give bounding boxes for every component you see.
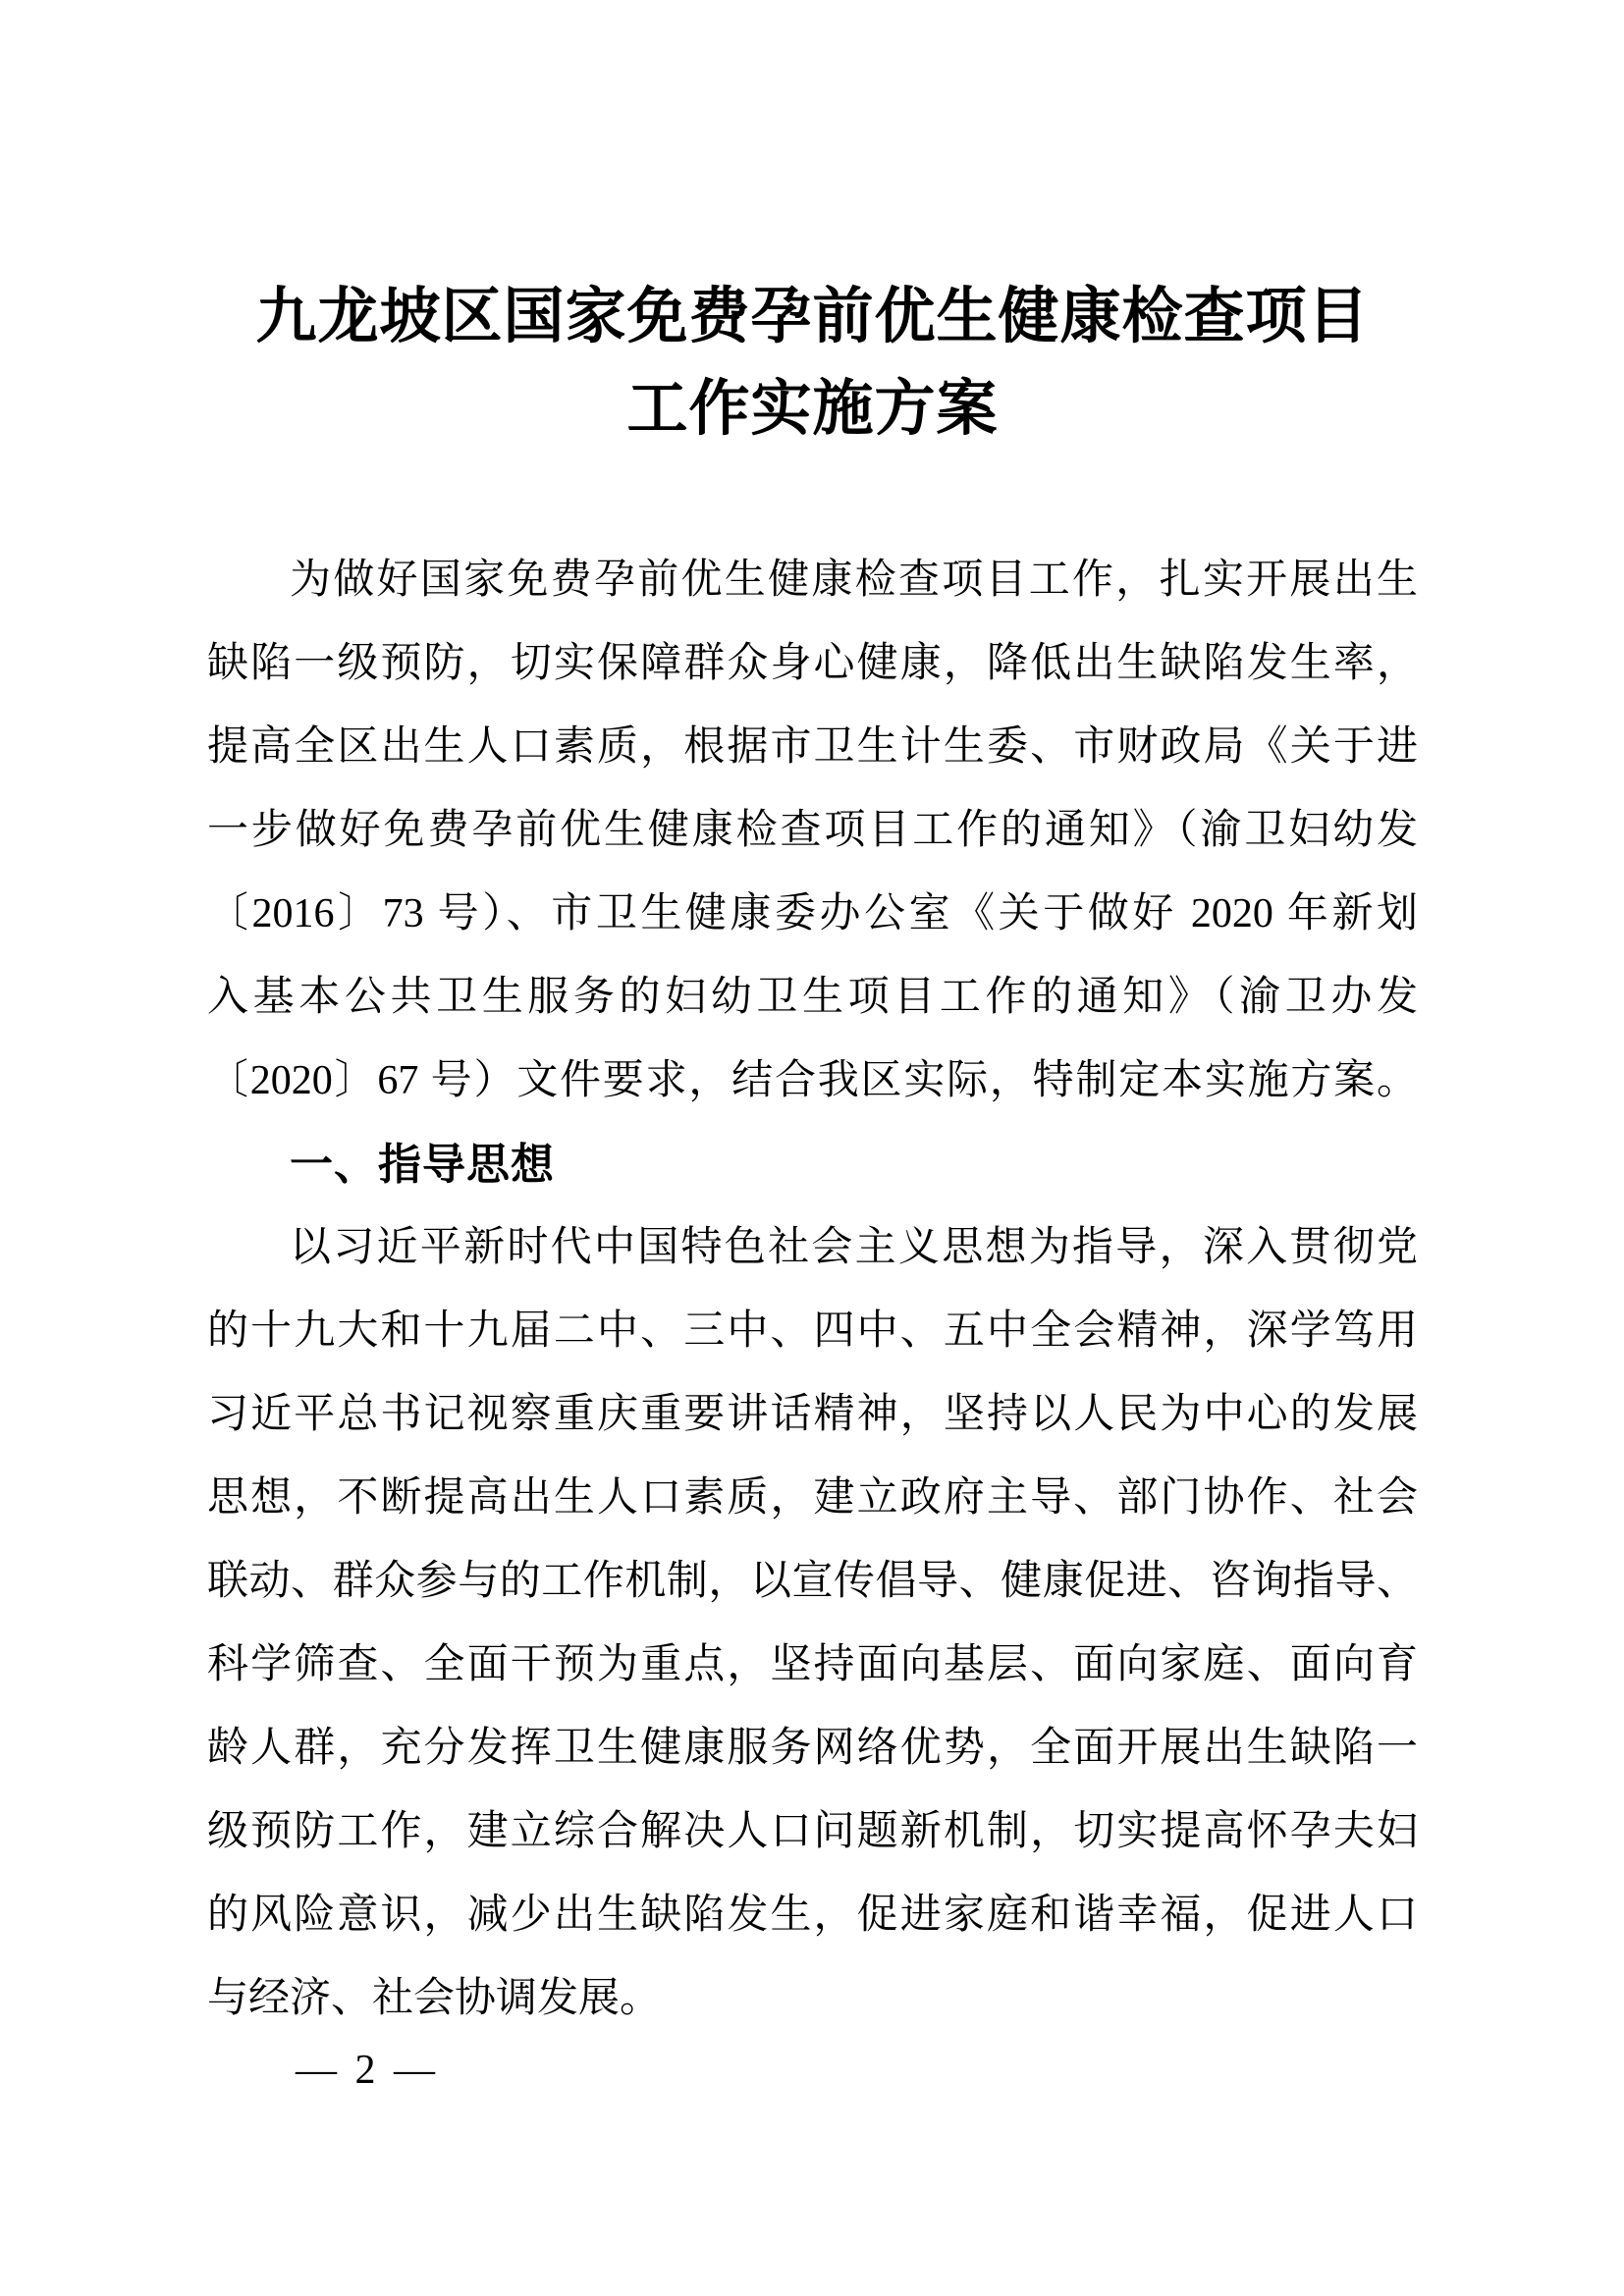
body-line: 以习近平新时代中国特色社会主义思想为指导，深入贯彻党 [290, 1225, 1418, 1270]
section-heading-guiding-ideology: 一、指导思想 [290, 1141, 555, 1189]
body-line: 与经济、社会协调发展。 [207, 1976, 662, 2021]
body-line: 龄人群，充分发挥卫生健康服务网络优势，全面开展出生缺陷一 [207, 1726, 1418, 1771]
body-line: 思想，不断提高出生人口素质，建立政府主导、部门协作、社会 [207, 1475, 1418, 1521]
body-line: 提高全区出生人口素质，根据市卫生计生委、市财政局《关于进 [207, 724, 1418, 770]
document-body [207, 539, 1418, 2041]
body-line: 级预防工作，建立综合解决人口问题新机制，切实提高怀孕夫妇 [207, 1809, 1418, 1854]
body-line: 〔2020〕67 号）文件要求，结合我区实际，特制定本实施方案。 [207, 1058, 1418, 1103]
body-line: 一步做好免费孕前优生健康检查项目工作的通知》（渝卫妇幼发 [207, 808, 1418, 853]
document-title-line-1: 九龙坡区国家免费孕前优生健康检查项目 [255, 284, 1370, 350]
paragraph-guiding-ideology [207, 1206, 1418, 2041]
document-title-line-2: 工作实施方案 [626, 376, 999, 443]
body-line: 缺陷一级预防，切实保障群众身心健康，降低出生缺陷发生率， [207, 641, 1418, 686]
body-line: 入基本公共卫生服务的妇幼卫生项目工作的通知》（渝卫办发 [207, 975, 1418, 1020]
body-line: 联动、群众参与的工作机制，以宣传倡导、健康促进、咨询指导、 [207, 1559, 1418, 1604]
body-line: 为做好国家免费孕前优生健康检查项目工作，扎实开展出生 [290, 558, 1418, 603]
body-line: 〔2016〕73 号）、市卫生健康委办公室《关于做好 2020 年新划 [207, 891, 1418, 936]
body-line: 的风险意识，减少出生缺陷发生，促进家庭和谐幸福，促进人口 [207, 1893, 1418, 1938]
page-number: — 2 — [296, 2048, 439, 2093]
body-line: 习近平总书记视察重庆重要讲话精神，坚持以人民为中心的发展 [207, 1392, 1418, 1437]
body-line: 的十九大和十九届二中、三中、四中、五中全会精神，深学笃用 [207, 1308, 1418, 1354]
body-line: 科学筛查、全面干预为重点，坚持面向基层、面向家庭、面向育 [207, 1642, 1418, 1687]
paragraph-intro [207, 539, 1418, 1123]
document-title [207, 271, 1418, 455]
